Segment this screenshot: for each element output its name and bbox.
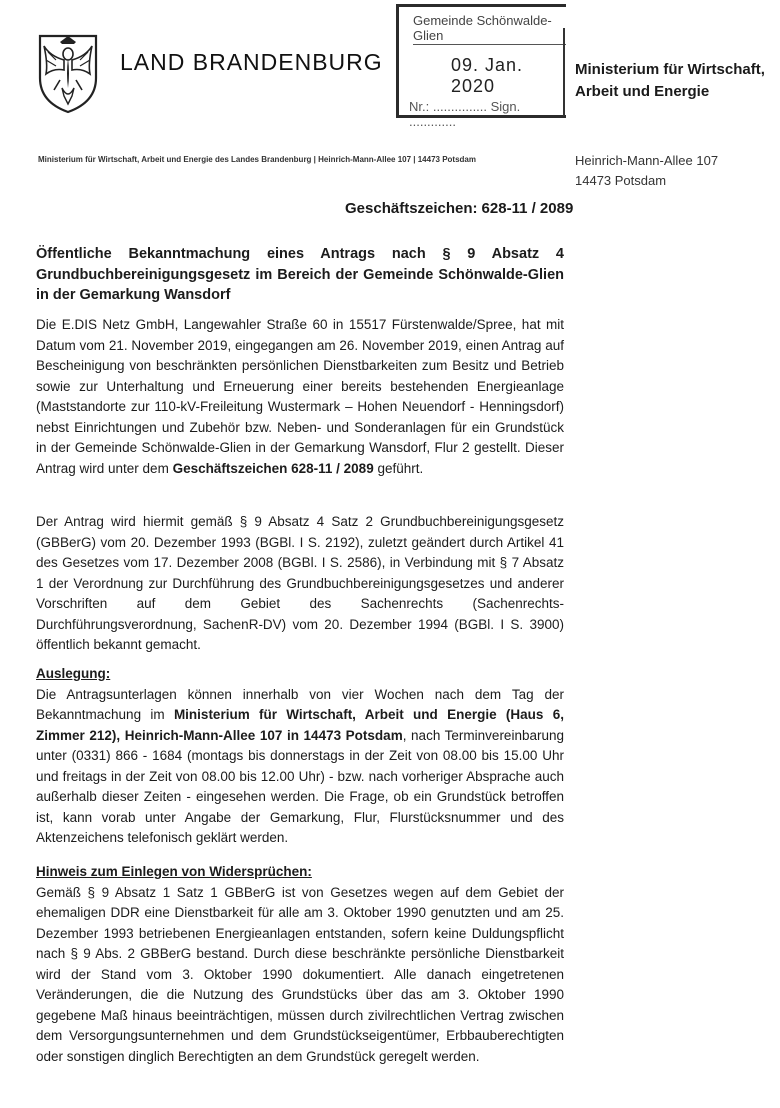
address-city: 14473 Potsdam <box>575 173 667 188</box>
section-hinweis-text: Gemäß § 9 Absatz 1 Satz 1 GBBerG ist von Gesetzes wegen auf dem Gebiet der ehemaligen DDR eine Dienstbarkeit für alle am 3. Oktober 1990 genutzten und am 25. Dezember 1993 betriebenen Energieanlagen entstanden, sofern keine Duldungspflicht nach § 9 Abs. 2 GBBerG bestand. Durch diese beschränkte persönliche Dienstbarkeit wird der Stand vom 3. Oktober 1990 dokumentiert. Alle danach eingetretenen Veränderungen, die die Nutzung des Grundstücks über das am 3. Oktober 1990 gegebene Maß hinaus beeinträchtigen, müssen durch zivilrechtlichen Vertrag zwischen dem Versorgungsunternehmen und dem Grundstückseigentümer, Erbbauberechtigten oder sonstigen dinglich Berechtigten an dem Grundstück geregelt werden. <box>36 884 564 1064</box>
paragraph-application <box>36 315 564 479</box>
section-auslegung <box>36 664 564 849</box>
paragraph-application-text: Die E.DIS Netz GmbH, Langewahler Straße 60 in 15517 Fürstenwalde/Spree, hat mit Datum vom 21. November 2019, eingegangen am 26. November 2019, einen Antrag auf Bescheinigung von beschränkten persönlichen Dienstbarkeiten zum Besitz und Betrieb sowie zur Unterhaltung und Erneuerung einer bereits bestehenden Energieanlage (Maststandorte zur 110-kV-Freileitung Wustermark – Hohen Neuendorf - Henningsdorf) nebst Einrichtungen und Zubehör bzw. Neben- und Sonderanlagen für ein Grundstück in der Gemeinde Schönwalde-Glien in der Gemarkung Wansdorf, Flur 2 gestellt. Dieser Antrag wird unter dem <box>36 317 564 476</box>
stamp-fields: Nr.: ............... Sign. ............. <box>409 99 521 129</box>
state-title: LAND BRANDENBURG <box>120 49 383 75</box>
section-hinweis-heading: Hinweis zum Einlegen von Widersprüchen: <box>36 864 312 879</box>
section-auslegung-text-a: Die Antragsunterlagen können innerhalb von vier Wochen nach dem Tag der Bekanntmachung im <box>36 686 564 722</box>
paragraph-application-reference: Geschäftszeichen 628-11 / 2089 <box>172 460 374 476</box>
ministry-address <box>575 151 718 191</box>
receipt-stamp <box>396 4 566 129</box>
stamp-municipality: Gemeinde Schönwalde-Glien <box>413 13 566 45</box>
ministry-line-2: Arbeit und Energie <box>575 83 710 100</box>
sender-line: Ministerium für Wirtschaft, Arbeit und Energie des Landes Brandenburg | Heinrich-Mann-Allee 107 | 14473 Potsdam <box>38 155 476 164</box>
section-auslegung-text-b: , nach Terminvereinbarung unter (0331) 866 - 1684 (montags bis donnerstags in der Zeit von 08.00 bis 15.00 Uhr und freitags in der Zeit von 08.00 bis 12.00 Uhr) - bzw. nach vorheriger Absprache auch außerhalb dieser Zeiten - eingesehen werden. Die Frage, ob ein Grundstück betroffen ist, kann vorab unter Angabe der Gemarkung, Flur, Flurstücksnummer und des Aktenzeichens telefonisch geklärt werden. <box>36 727 564 845</box>
reference-number <box>345 200 573 217</box>
address-street: Heinrich-Mann-Allee 107 <box>575 153 719 168</box>
section-auslegung-heading: Auslegung: <box>36 666 111 681</box>
paragraph-application-tail: geführt. <box>377 460 424 476</box>
brandenburg-eagle-icon <box>36 30 100 114</box>
reference-value: 628-11 / 2089 <box>481 200 574 217</box>
ministry-name <box>575 59 765 103</box>
section-auslegung-location: Ministerium für Wirtschaft, Arbeit und Energie (Haus 6, Zimmer 212), Heinrich-Mann-Allee 107 in 14473 Potsdam <box>36 707 564 743</box>
section-hinweis <box>36 862 564 1067</box>
notice-title: Öffentliche Bekanntmachung eines Antrags nach § 9 Absatz 4 Grundbuchbereinigungsgesetz im Bereich der Gemeinde Schönwalde-Glien in der Gemarkung Wansdorf <box>36 246 564 303</box>
stamp-divider <box>563 28 565 116</box>
stamp-date: 09. Jan. 2020 <box>451 55 524 96</box>
reference-label: Geschäftszeichen: <box>345 200 478 217</box>
paragraph-legal-basis: Der Antrag wird hiermit gemäß § 9 Absatz 4 Satz 2 Grundbuchbereinigungsgesetz (GBBerG) vom 20. Dezember 1993 (BGBl. I S. 2192), zuletzt geändert durch Artikel 41 des Gesetzes vom 17. Dezember 2008 (BGBl. I S. 2586), in Verbindung mit § 7 Absatz 1 der Verordnung zur Durchführung des Grundbuchbereinigungsgesetzes und anderer Vorschriften auf dem Gebiet des Sachenrechts (Sachenrechts-Durchführungsverordnung, SachenR-DV) vom 20. Dezember 1994 (BGBl. I S. 3900) öffentlich bekannt gemacht. <box>36 514 564 652</box>
ministry-line-1: Ministerium für Wirtschaft, <box>575 61 765 78</box>
